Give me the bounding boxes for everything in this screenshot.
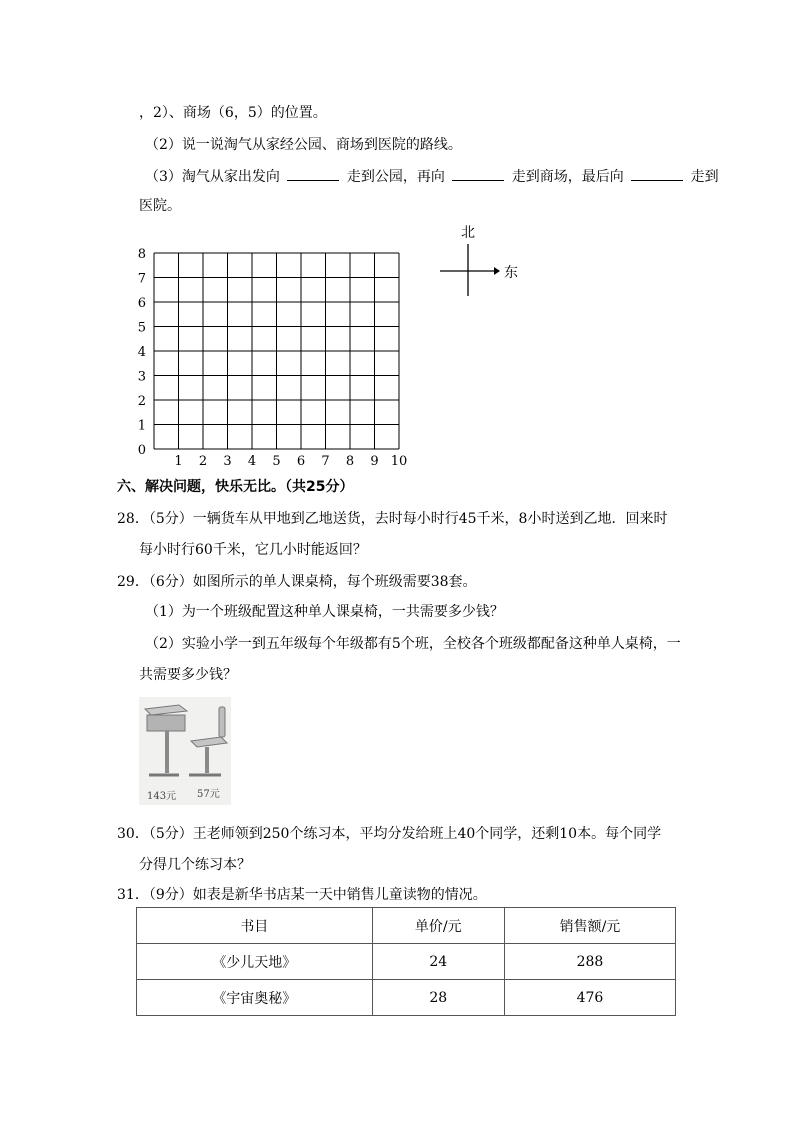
desk-chair-image <box>139 697 231 805</box>
q27-part2: （2）说一说淘气从家经公园、商场到医院的路线。 <box>145 137 462 153</box>
table-header-price: 单价/元 <box>372 908 504 944</box>
y-axis-tick-label: 3 <box>137 369 146 385</box>
x-axis-tick-label: 8 <box>345 454 355 469</box>
y-axis-tick-label: 1 <box>137 418 146 434</box>
x-axis-tick-label: 9 <box>370 454 379 469</box>
table-row <box>137 980 676 1016</box>
desk-price: 143元 <box>147 791 177 802</box>
y-axis-tick-label: 5 <box>137 320 146 336</box>
q29-part2b: 共需要多少钱？ <box>139 667 237 683</box>
y-axis-tick-label: 7 <box>137 271 146 287</box>
grid-lines <box>154 253 399 449</box>
q27-part3-b: 走到公园，再向 <box>346 169 445 185</box>
q30-line2: 分得几个练习本？ <box>139 857 251 873</box>
x-axis-tick-label: 10 <box>390 454 408 469</box>
y-axis-tick-label: 4 <box>137 345 146 360</box>
y-axis-tick-label: 6 <box>137 296 146 311</box>
chair-price: 57元 <box>197 789 220 800</box>
q27-part3-a: （3）淘气从家出发向 <box>145 169 280 185</box>
table-header-row <box>137 908 676 944</box>
compass <box>434 222 524 302</box>
q28-line1: 28．（5分）一辆货车从甲地到乙地送货，去时每小时行45千米，8小时送到乙地．回来时 <box>117 511 668 527</box>
table-cell: 476 <box>504 980 675 1016</box>
x-axis-tick-label: 5 <box>272 454 281 469</box>
table-cell: 24 <box>372 944 504 980</box>
q31-line1: 31．（9分）如表是新华书店某一天中销售儿童读物的情况。 <box>117 887 487 903</box>
y-axis-tick-label: 2 <box>137 394 146 409</box>
y-axis-labels <box>138 247 146 458</box>
east-arrow-icon <box>494 267 500 275</box>
table-header-title: 书目 <box>137 908 373 944</box>
q29-part2a: （2）实验小学一到五年级每个年级都有5个班，全校各个班级都配备这种单人桌椅，一 <box>145 636 681 652</box>
coordinate-grid <box>128 225 428 470</box>
q27-part3-d: 走到 <box>690 169 719 185</box>
y-axis-tick-label: 0 <box>137 443 146 458</box>
q28-line2: 每小时行60千米，它几小时能返回？ <box>139 542 367 558</box>
x-axis-tick-label: 1 <box>174 454 183 469</box>
q30-line1: 30．（5分）王老师领到250个练习本，平均分发给班上40个同学，还剩10本。每个同学 <box>117 826 662 842</box>
answer-blank-2[interactable] <box>452 166 504 181</box>
sales-table <box>136 907 676 1016</box>
q27-part3-end: 医院。 <box>139 198 181 214</box>
x-axis-tick-label: 6 <box>296 454 306 469</box>
x-axis-tick-label: 3 <box>223 454 232 469</box>
q29-line1: 29．（6分）如图所示的单人课桌椅，每个班级需要38套。 <box>117 574 477 590</box>
table-header-sales: 销售额/元 <box>504 908 675 944</box>
q27-part3-c: 走到商场，最后向 <box>511 169 624 185</box>
q29-part1: （1）为一个班级配置这种单人课桌椅，一共需要多少钱？ <box>145 604 504 620</box>
table-cell: 28 <box>372 980 504 1016</box>
q27-part3 <box>145 166 719 186</box>
q27-line1: ，2）、商场（6，5）的位置。 <box>139 105 327 121</box>
section6-title: 六、解决问题，快乐无比。（共25分） <box>117 479 354 495</box>
y-axis-tick-label: 8 <box>137 247 146 262</box>
x-axis-tick-label: 4 <box>247 454 257 469</box>
table-cell: 288 <box>504 944 675 980</box>
compass-north: 北 <box>461 225 475 241</box>
desk-chair-icon <box>139 697 231 805</box>
x-axis-labels <box>174 454 407 469</box>
x-axis-tick-label: 2 <box>198 454 208 469</box>
x-axis-tick-label: 7 <box>321 454 330 469</box>
table-cell: 《宇宙奥秘》 <box>137 980 373 1016</box>
answer-blank-3[interactable] <box>631 166 683 181</box>
compass-east: 东 <box>504 265 518 281</box>
answer-blank-1[interactable] <box>287 166 339 181</box>
table-cell: 《少儿天地》 <box>137 944 373 980</box>
table-row <box>137 944 676 980</box>
